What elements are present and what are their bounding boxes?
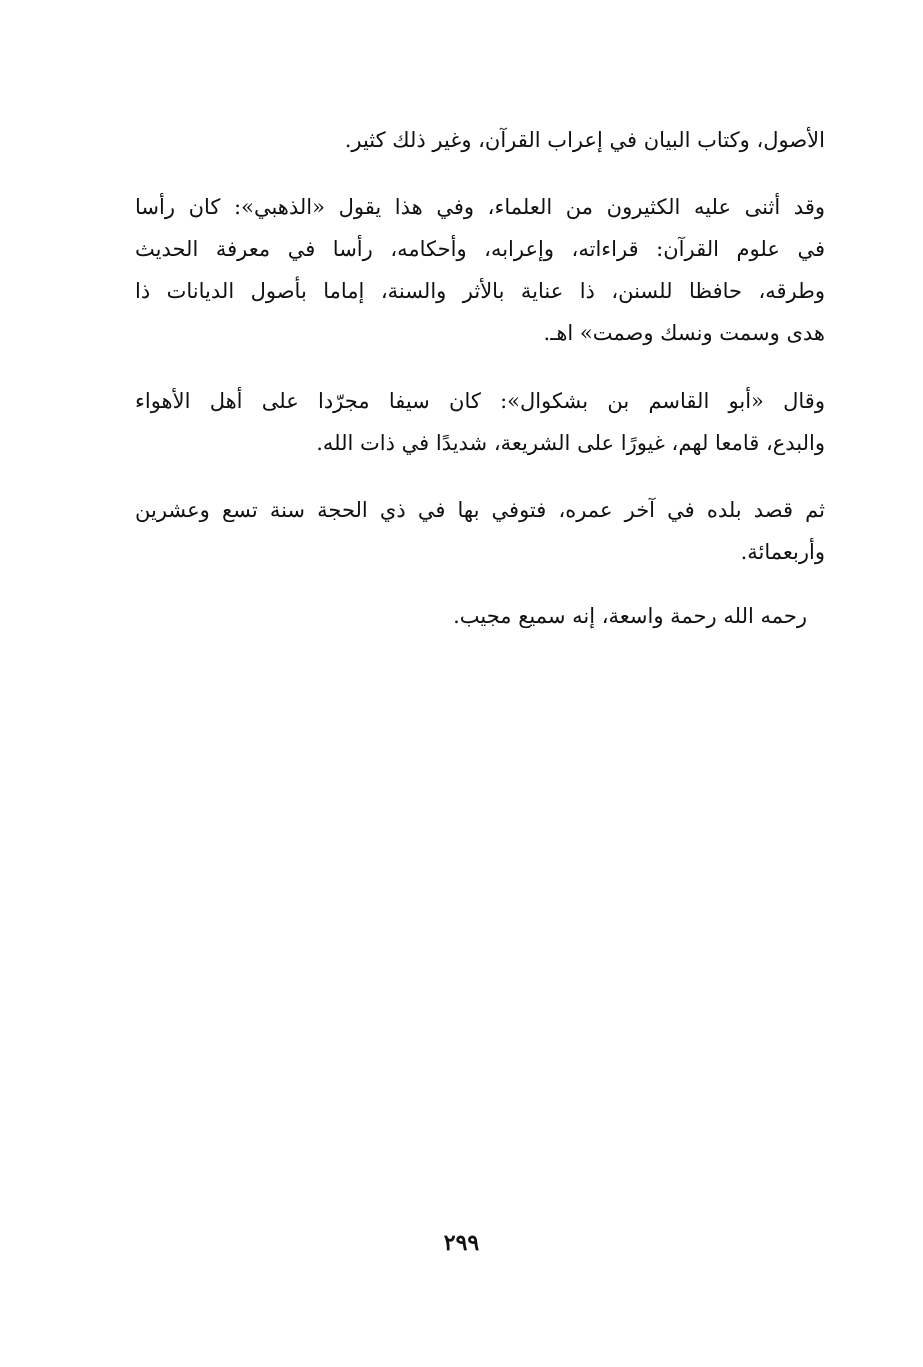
paragraph-1 — [135, 119, 825, 161]
text-line: الأصول، وكتاب البيان في إعراب القرآن، وغير ذلك كثير. — [344, 128, 825, 152]
text-line: وأربعمائة. — [740, 540, 825, 564]
text-line: رحمه الله رحمة واسعة، إنه سميع مجيب. — [453, 604, 807, 628]
text-line: هدى وسمت ونسك وصمت» اهـ. — [543, 321, 825, 345]
text-line: والبدع، قامعا لهم، غيورًا على الشريعة، شديدًا في ذات الله. — [316, 431, 825, 455]
paragraph-4 — [135, 489, 825, 573]
paragraph-2 — [135, 186, 825, 354]
text-line: ثم قصد بلده في آخر عمره، فتوفي بها في ذي الحجة سنة تسع وعشرين — [135, 498, 825, 522]
page-number: ٢٩٩ — [443, 1230, 480, 1256]
text-line: في علوم القرآن: قراءاته، وإعرابه، وأحكامه، رأسا في معرفة الحديث — [135, 237, 825, 261]
paragraph-5 — [135, 595, 825, 637]
text-line: وقال «أبو القاسم بن بشكوال»: كان سيفا مجرّدا على أهل الأهواء — [135, 389, 825, 413]
paragraph-3 — [135, 380, 825, 464]
text-line: وطرقه، حافظا للسنن، ذا عناية بالأثر والسنة، إماما بأصول الديانات ذا — [135, 279, 825, 303]
text-line: وقد أثنى عليه الكثيرون من العلماء، وفي هذا يقول «الذهبي»: كان رأسا — [135, 195, 825, 219]
